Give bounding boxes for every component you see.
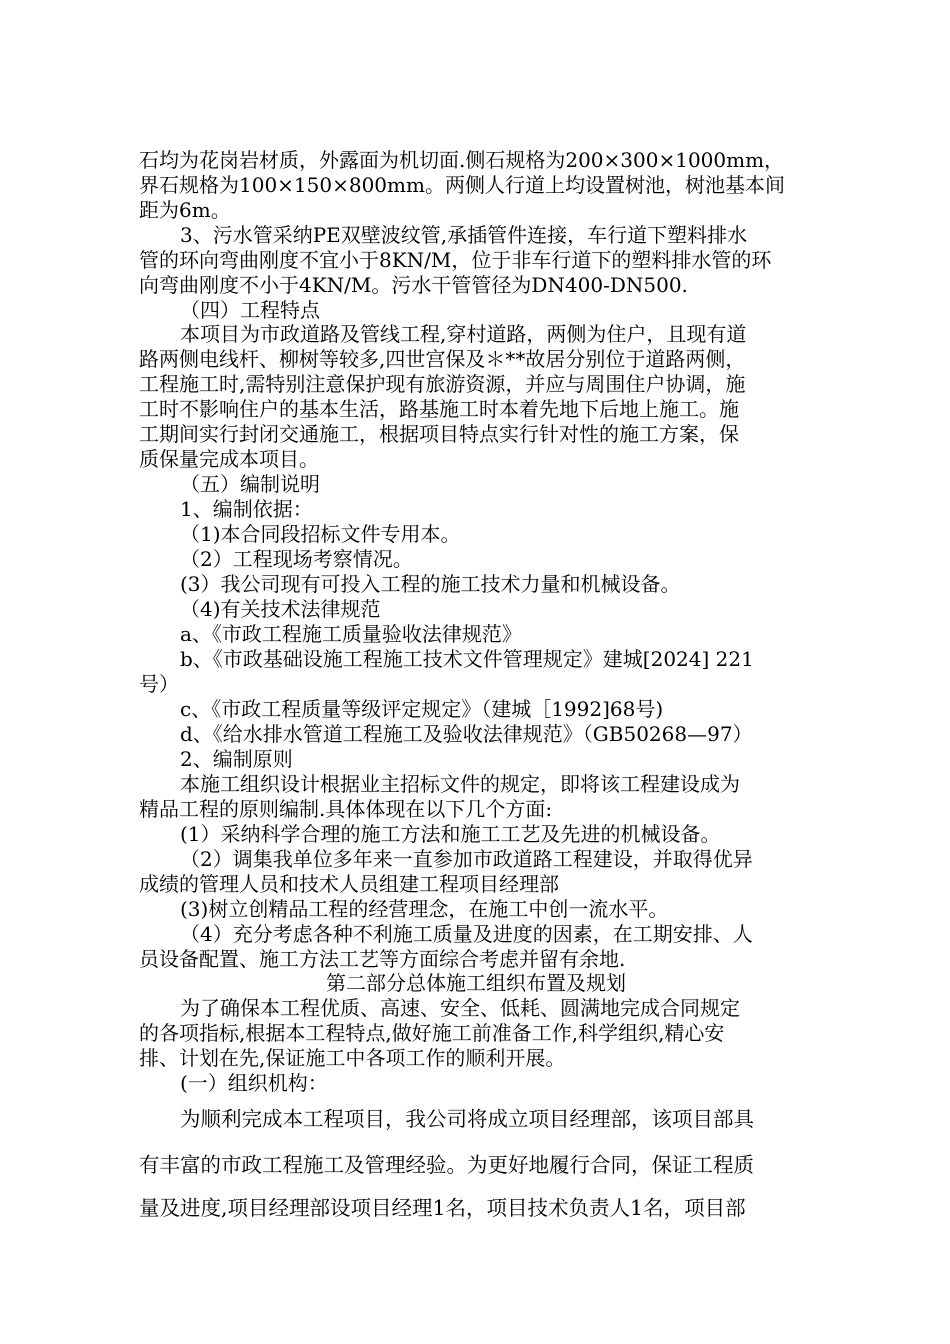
text-line: （2）调集我单位多年来一直参加市政道路工程建设，并取得优异 (180, 847, 753, 871)
text-line: d、《给水排水管道工程施工及验收法律规范》（GB50268—97） (180, 722, 753, 746)
text-line: (3)树立创精品工程的经营理念，在施工中创一流水平。 (180, 897, 669, 921)
text-line: 有丰富的市政工程施工及管理经验。为更好地履行合同，保证工程质 (139, 1153, 754, 1177)
text-line: 为了确保本工程优质、高速、安全、低耗、圆满地完成合同规定 (180, 996, 740, 1020)
text-line: 为顺利完成本工程项目，我公司将成立项目经理部，该项目部具 (180, 1107, 754, 1131)
text-line: （2）工程现场考察情况。 (180, 547, 413, 571)
text-line: （1)本合同段招标文件专用本。 (180, 522, 461, 546)
text-line: 员设备配置、施工方法工艺等方面综合考虑并留有余地. (139, 947, 626, 971)
text-line: （4)有关技术法律规范 (180, 597, 381, 621)
text-line: (1）采纳科学合理的施工方法和施工工艺及先进的机械设备。 (180, 822, 721, 846)
text-line: 1、编制依据： (180, 497, 313, 521)
text-line: 2、编制原则 (180, 747, 293, 771)
text-line: 管的环向弯曲刚度不宜小于8KN/M，位于非车行道下的塑料排水管的环 (139, 248, 772, 272)
text-line: 工程施工时,需特别注意保护现有旅游资源，并应与周围住户协调，施 (139, 372, 746, 396)
text-line: 质保量完成本项目。 (139, 447, 319, 471)
section-heading: （四）工程特点 (180, 298, 320, 322)
text-line: 石均为花岗岩材质，外露面为机切面.侧石规格为200×300×1000mm， (139, 148, 785, 172)
text-line: 号） (139, 672, 179, 696)
text-line: 量及进度,项目经理部设项目经理1名，项目技术负责人1名，项目部 (139, 1196, 746, 1220)
section-heading: （五）编制说明 (180, 472, 320, 496)
text-line: （4）充分考虑各种不利施工质量及进度的因素，在工期安排、人 (180, 922, 753, 946)
text-line: 3、污水管采纳PE双壁波纹管,承插管件连接，车行道下塑料排水 (180, 223, 748, 247)
text-line: 路两侧电线杆、柳树等较多,四世宫保及＊**故居分别位于道路两侧， (139, 347, 746, 371)
text-line: b、《市政基础设施工程施工技术文件管理规定》建城[2024] 221 (180, 647, 754, 671)
text-line: 向弯曲刚度不小于4KN/M。污水干管管径为DN400-DN500. (139, 273, 688, 297)
part-heading: 第二部分总体施工组织布置及规划 (326, 971, 626, 995)
text-line: 排、计划在先,保证施工中各项工作的顺利开展。 (139, 1046, 566, 1070)
text-line: 本施工组织设计根据业主招标文件的规定，即将该工程建设成为 (180, 772, 740, 796)
text-line: 精品工程的原则编制.具体体现在以下几个方面: (139, 797, 553, 821)
text-line: a、《市政工程施工质量验收法律规范》 (180, 622, 522, 646)
text-line: 工时不影响住户的基本生活，路基施工时本着先地下后地上施工。施 (139, 397, 739, 421)
text-line: 本项目为市政道路及管线工程,穿村道路，两侧为住户，且现有道 (180, 322, 747, 346)
text-line: 距为6m。 (139, 198, 231, 222)
text-line: (3）我公司现有可投入工程的施工技术力量和机械设备。 (180, 572, 681, 596)
text-line: 成绩的管理人员和技术人员组建工程项目经理部 (139, 872, 559, 896)
text-line: 界石规格为100×150×800mm。两侧人行道上均设置树池，树池基本间 (139, 173, 785, 197)
text-line: c、《市政工程质量等级评定规定》（建城［1992]68号) (180, 697, 664, 721)
section-heading: (一）组织机构： (180, 1071, 328, 1095)
text-line: 的各项指标,根据本工程特点,做好施工前准备工作,科学组织,精心安 (139, 1021, 725, 1045)
text-line: 工期间实行封闭交通施工，根据项目特点实行针对性的施工方案，保 (139, 422, 739, 446)
